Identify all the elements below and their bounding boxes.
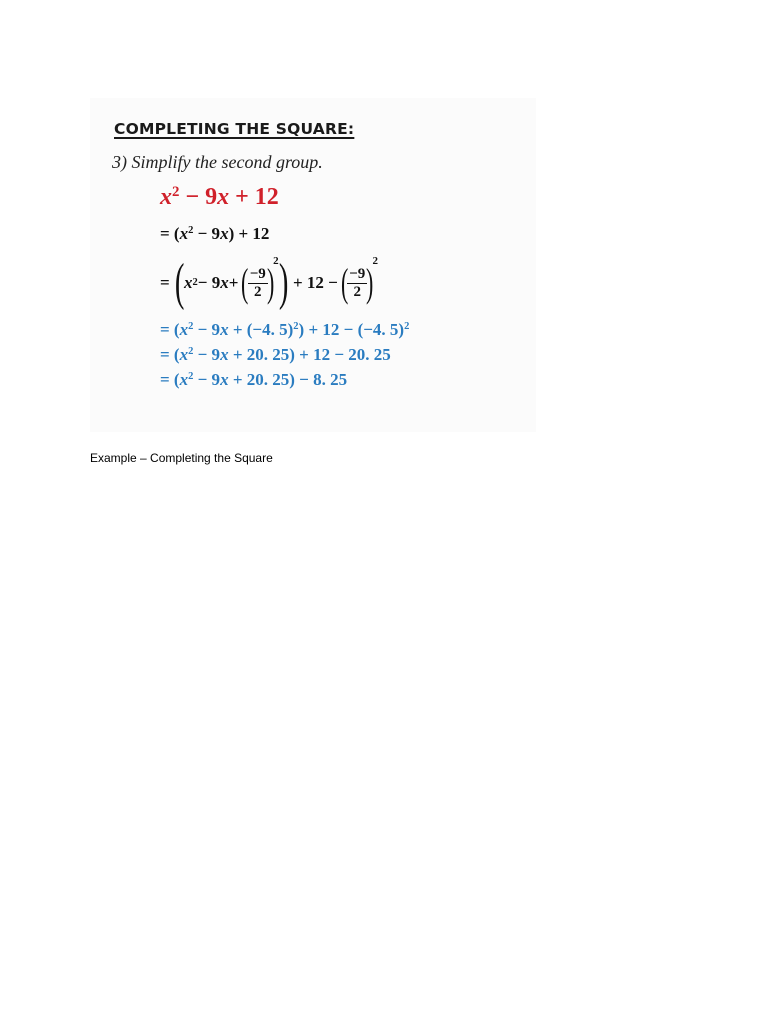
fraction-1-denominator: 2: [254, 283, 262, 300]
line1-exp: 2: [188, 225, 194, 237]
expr-exp: 2: [172, 183, 180, 200]
line5-mid: − 9: [193, 370, 221, 389]
line3-var2: x: [220, 320, 229, 339]
line3-exp: 2: [188, 321, 194, 333]
step-instruction: 3) Simplify the second group.: [112, 152, 323, 172]
line3-exp3: 2: [404, 321, 410, 333]
line2-eq: =: [160, 273, 170, 292]
line4-lead: = (: [160, 345, 180, 364]
line2-var2: x: [220, 273, 229, 292]
line2-after: + 12 −: [292, 273, 338, 292]
original-expression: [160, 184, 279, 211]
line3-var: x: [179, 320, 189, 339]
equation-line-2: = ( x 2 − 9 x + ( $\frac{-9}{2}$ ) 2 ) + 12 − ( $\frac{-9}{2}$ ) 2: [160, 254, 379, 311]
fraction-2-numerator: −9: [349, 265, 366, 282]
line2-var: x: [184, 273, 193, 292]
fraction-1: [248, 266, 268, 301]
line4-exp: 2: [188, 346, 194, 358]
line3-tail2: ) + 12 − (−4. 5): [298, 320, 405, 339]
figure-heading: COMPLETING THE SQUARE:: [114, 120, 355, 138]
equation-line-4: [160, 345, 391, 365]
fraction-1-numerator: −9: [249, 265, 266, 282]
line4-var: x: [179, 345, 189, 364]
line3-mid: − 9: [193, 320, 221, 339]
equation-line-5: [160, 370, 347, 390]
line5-tail: + 20. 25) − 8. 25: [228, 370, 348, 389]
expr-rest: − 9: [179, 184, 218, 210]
equation-line-1: [160, 224, 269, 244]
line1-lead: = (: [160, 224, 180, 243]
line5-var: x: [179, 370, 189, 389]
line1-tail: ) + 12: [228, 224, 270, 243]
line1-mid: − 9: [193, 224, 221, 243]
left-big-paren: (: [174, 254, 185, 311]
fraction-2-square: 2: [372, 255, 379, 267]
line5-exp: 2: [188, 371, 194, 383]
left-frac2-paren: (: [340, 260, 349, 305]
line4-var2: x: [220, 345, 229, 364]
line1-var2: x: [220, 224, 229, 243]
fraction-2: [347, 266, 367, 301]
fraction-2-denominator: 2: [353, 283, 361, 300]
line3-tail: + (−4. 5): [228, 320, 294, 339]
line3-exp2: 2: [293, 321, 299, 333]
completing-square-figure: [90, 98, 536, 432]
line4-tail: + 20. 25) + 12 − 20. 25: [228, 345, 391, 364]
expr-var2: x: [217, 184, 230, 210]
line4-mid: − 9: [193, 345, 221, 364]
right-frac2-paren: ): [366, 260, 374, 305]
line2-mid: − 9: [197, 273, 221, 292]
line3-lead: = (: [160, 320, 180, 339]
expr-tail: + 12: [229, 184, 279, 210]
right-big-paren: ): [278, 254, 289, 311]
line2-plus: +: [228, 273, 239, 292]
figure-caption: Example – Completing the Square: [90, 451, 273, 465]
fraction-1-square: 2: [273, 255, 279, 267]
expr-var: x: [160, 184, 172, 210]
right-frac-paren: ): [266, 260, 275, 305]
equation-line-3: [160, 320, 409, 340]
line5-var2: x: [220, 370, 229, 389]
left-frac-paren: (: [241, 260, 249, 305]
line1-var: x: [179, 224, 189, 243]
line5-lead: = (: [160, 370, 180, 389]
